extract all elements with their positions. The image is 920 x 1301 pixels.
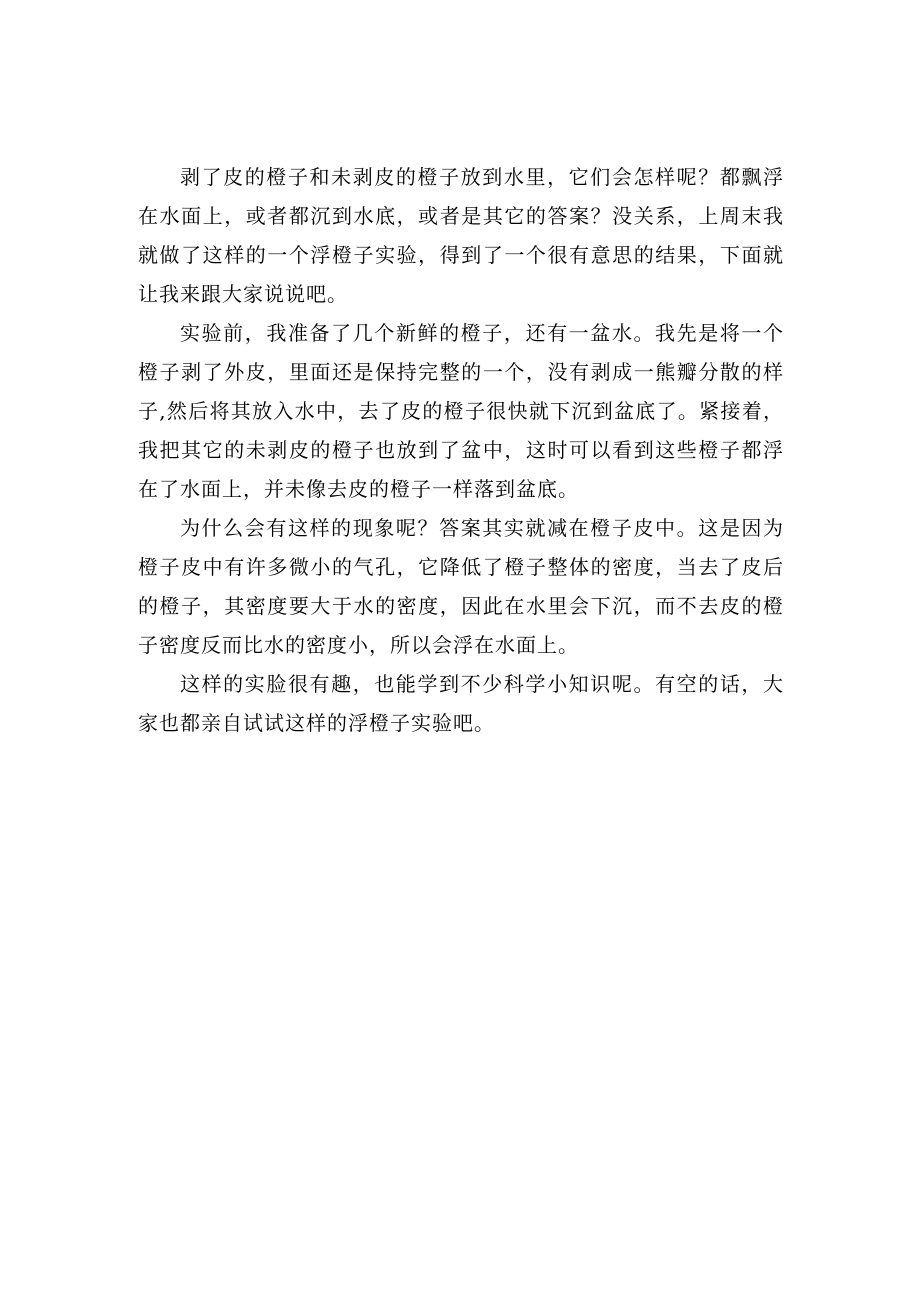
paragraph-4: 这样的实脸很有趣，也能学到不少科学小知识呢。有空的话，大家也都亲自试试这样的浮橙子实验吧。: [138, 672, 784, 735]
paragraph-1: 剥了皮的橙子和未剥皮的橙子放到水里，它们会怎样呢？都飘浮在水面上，或者都沉到水底，或者是其它的答案？没关系，上周末我就做了这样的一个浮橙子实验，得到了一个很有意思的结果，下面就让我来跟大家说说吧。: [138, 165, 784, 306]
paragraph-2: 实验前，我准备了几个新鲜的橙子，还有一盆水。我先是将一个橙子剥了外皮，里面还是保持完整的一个，没有剥成一熊瓣分散的样子,然后将其放入水中，去了皮的橙子很快就下沉到盆底了。紧接着，我把其它的未剥皮的橙子也放到了盆中，这时可以看到这些橙子都浮在了水面上，并未像去皮的橙子一样落到盆底。: [138, 321, 784, 501]
document-body: [138, 158, 784, 743]
paragraph-3: 为什么会有这样的现象呢？答案其实就减在橙子皮中。这是因为橙子皮中有许多微小的气孔，它降低了橙子整体的密度，当去了皮后的橙子，其密度要大于水的密度，因此在水里会下沉，而不去皮的橙子密度反而比水的密度小，所以会浮在水面上。: [138, 516, 784, 657]
